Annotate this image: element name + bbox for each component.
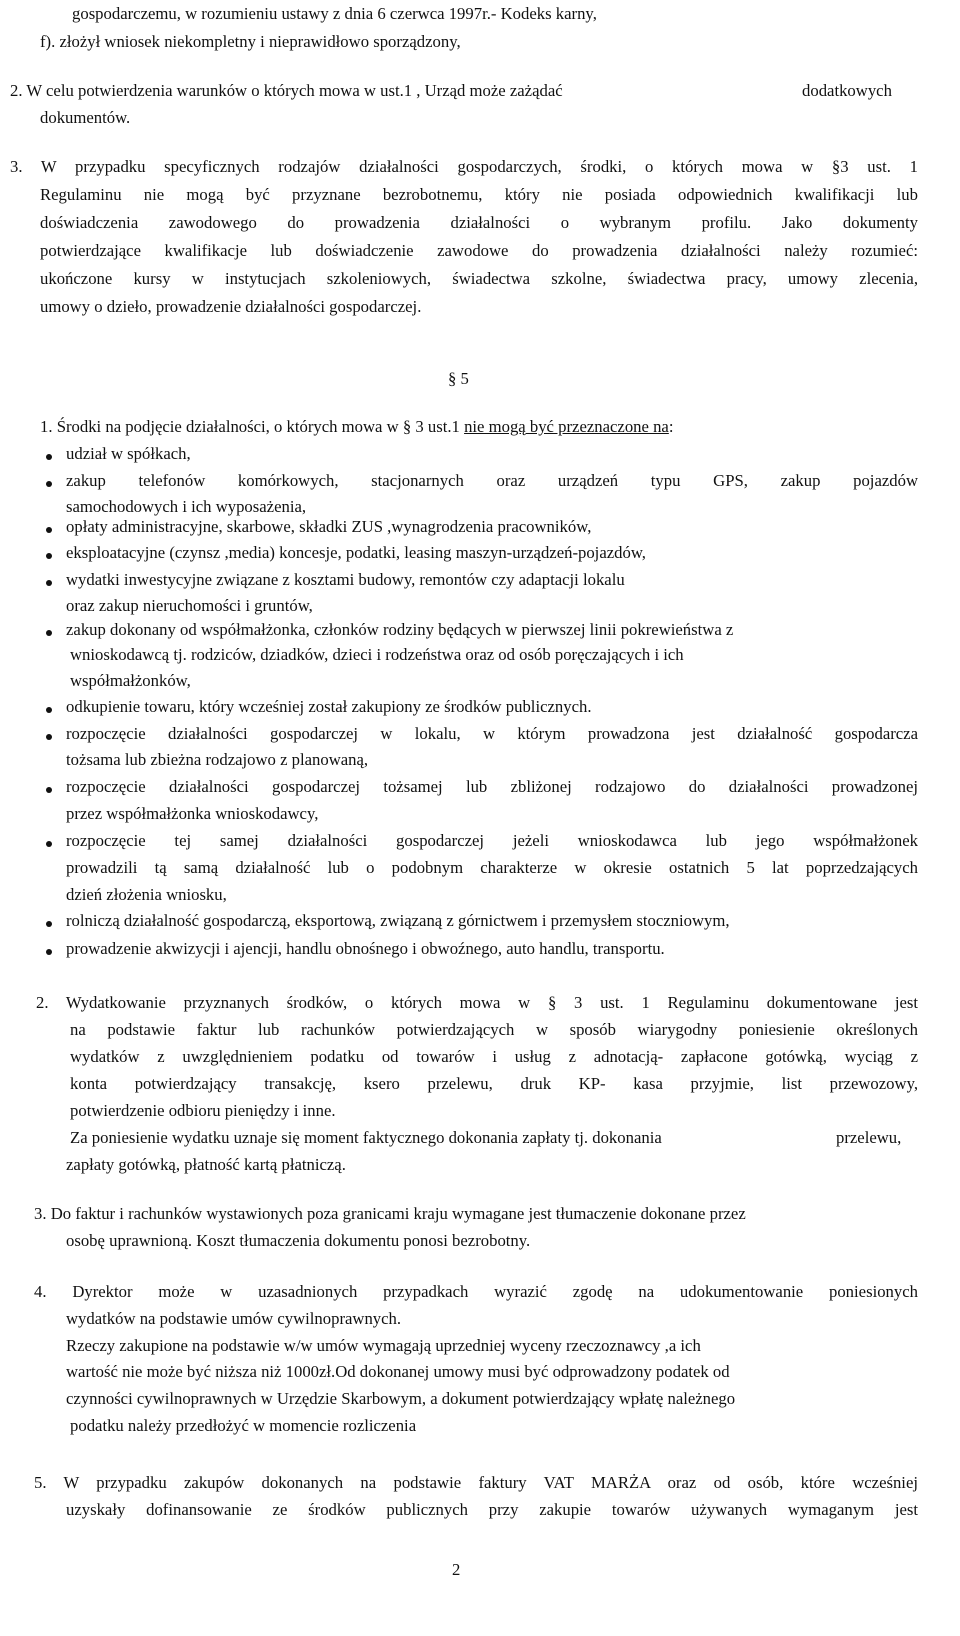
text-line: wartość nie może być niższa niż 1000zł.Od dokonanej umowy musi być odprowadzony podatek od (66, 1362, 730, 1381)
list-item-2: 2. W celu potwierdzenia warunków o których mowa w ust.1 , Urząd może zażądać (10, 81, 563, 100)
bullet-icon (46, 707, 52, 713)
list-item-f: f). złożył wniosek niekompletny i nieprawidłowo sporządzony, (40, 32, 461, 51)
bullet-icon (46, 454, 52, 460)
page-number: 2 (452, 1560, 461, 1579)
underlined-text: nie mogą być przeznaczone na (464, 417, 669, 436)
text-line: uzyskały dofinansowanie ze środków publicznych przy zakupie towarów używanych wymaganym jest (66, 1500, 918, 1519)
text-line: czynności cywilnoprawnych w Urzędzie Skarbowym, a dokument potwierdzający wpłatę należnego (66, 1389, 736, 1408)
text-line: wnioskodawcą tj. rodziców, dziadków, dzieci i rodzeństwa oraz od osób poręczających i ich (70, 645, 684, 664)
bullet-icon (46, 787, 52, 793)
text-line: prowadzili tą samą działalność lub o podobnym charakterze w okresie ostatnich 5 lat poprzedzających (66, 858, 918, 877)
text-line: wydatków z uwzględnieniem podatku od towarów i usług z adnotacją- zapłacone gotówką, wyciąg z (70, 1047, 918, 1066)
text-line: dodatkowych (802, 81, 892, 100)
text-line: potwierdzenie odbioru pieniędzy i inne. (70, 1101, 336, 1120)
list-item: rozpoczęcie działalności gospodarczej tożsamej lub zbliżonej rodzajowo do działalności prowadzonej (66, 777, 918, 796)
list-item: prowadzenie akwizycji i ajencji, handlu obnośnego i obwoźnego, auto handlu, transportu. (66, 939, 665, 958)
list-item: opłaty administracyjne, skarbowe, składki ZUS ,wynagrodzenia pracowników, (66, 517, 592, 536)
list-item: udział w spółkach, (66, 444, 191, 463)
bullet-icon (46, 527, 52, 533)
text-line: podatku należy przedłożyć w momencie rozliczenia (70, 1416, 417, 1435)
paragraph-4: 4. Dyrektor może w uzasadnionych przypadkach wyrazić zgodę na udokumentowanie poniesionych (34, 1282, 918, 1301)
list-item: zakup telefonów komórkowych, stacjonarnych oraz urządzeń typu GPS, zakup pojazdów (66, 471, 918, 490)
text-line: gospodarczemu, w rozumieniu ustawy z dnia 6 czerwca 1997r.- Kodeks karny, (72, 4, 597, 23)
text-line: doświadczenia zawodowego do prowadzenia działalności o wybranym profilu. Jako dokumenty (40, 213, 918, 232)
list-item: odkupienie towaru, który wcześniej został zakupiony ze środków publicznych. (66, 697, 592, 716)
list-item: rozpoczęcie działalności gospodarczej w lokalu, w którym prowadzona jest działalność gospodarcza (66, 724, 918, 743)
text-line: osobę uprawnioną. Koszt tłumaczenia dokumentu ponosi bezrobotny. (66, 1231, 531, 1250)
bullet-icon (46, 481, 52, 487)
text-line: wydatków na podstawie umów cywilnoprawnych. (66, 1309, 402, 1328)
text-line: Regulaminu nie mogą być przyznane bezrobotnemu, który nie posiada odpowiednich kwalifikacji lub (40, 185, 918, 204)
text-span: 1. Środki na podjęcie działalności, o których mowa w § 3 ust.1 (40, 417, 460, 436)
list-item: zakup dokonany od współmałżonka, członków rodziny będących w pierwszej linii pokrewieństwa z (66, 620, 734, 639)
text-line: samochodowych i ich wyposażenia, (66, 497, 307, 516)
text-line: dokumentów. (40, 108, 131, 127)
bullet-icon (46, 630, 52, 636)
text-line: przez współmałżonka wnioskodawcy, (66, 804, 319, 823)
text-line: przelewu, (836, 1128, 902, 1147)
text-line: współmałżonków, (70, 671, 191, 690)
list-item: rolniczą działalność gospodarczą, eksportową, związaną z górnictwem i przemysłem stoczniowym, (66, 911, 730, 930)
bullet-icon (46, 921, 52, 927)
text-line: potwierdzające kwalifikacje lub doświadczenie zawodowe do prowadzenia działalności należy rozumieć: (40, 241, 918, 260)
paragraph-5: 5. W przypadku zakupów dokonanych na podstawie faktury VAT MARŻA oraz od osób, które wcześniej (34, 1473, 918, 1492)
bullet-icon (46, 841, 52, 847)
bullet-icon (46, 949, 52, 955)
paragraph-1-intro (40, 419, 673, 436)
text-line: Rzeczy zakupione na podstawie w/w umów wymagają uprzedniej wyceny rzeczoznawcy ,a ich (66, 1336, 701, 1355)
text-line: ukończone kursy w instytucjach szkoleniowych, świadectwa szkolne, świadectwa pracy, umowy zlecenia, (40, 269, 918, 288)
list-item: eksploatacyjne (czynsz ,media) koncesje, podatki, leasing maszyn-urządzeń-pojazdów, (66, 543, 646, 562)
text-line: dzień złożenia wniosku, (66, 885, 227, 904)
text-line: umowy o dzieło, prowadzenie działalności gospodarczej. (40, 297, 422, 316)
text-span: : (668, 417, 674, 436)
bullet-icon (46, 580, 52, 586)
paragraph-2: 2. Wydatkowanie przyznanych środków, o których mowa w § 3 ust. 1 Regulaminu dokumentowane jest (36, 993, 918, 1012)
text-line: na podstawie faktur lub rachunków potwierdzających w sposób wiarygodny poniesienie określonych (70, 1020, 918, 1039)
text-line: zapłaty gotówką, płatność kartą płatniczą. (66, 1155, 346, 1174)
text-line: oraz zakup nieruchomości i gruntów, (66, 596, 313, 615)
list-item: wydatki inwestycyjne związane z kosztami budowy, remontów czy adaptacji lokalu (66, 570, 625, 589)
bullet-icon (46, 553, 52, 559)
section-title: § 5 (448, 369, 469, 388)
list-item-3: 3. W przypadku specyficznych rodzajów działalności gospodarczych, środki, o których mowa w §3 ust. 1 (10, 157, 918, 176)
text-line: konta potwierdzający transakcję, ksero przelewu, druk KP- kasa przyjmie, list przewozowy, (70, 1074, 918, 1093)
text-line: tożsama lub zbieżna rodzajowo z planowaną, (66, 750, 369, 769)
list-item: rozpoczęcie tej samej działalności gospodarczej jeżeli wnioskodawca lub jego współmałżonek (66, 831, 918, 850)
text-line: Za poniesienie wydatku uznaje się moment faktycznego dokonania zapłaty tj. dokonania (70, 1128, 662, 1147)
bullet-icon (46, 734, 52, 740)
paragraph-3: 3. Do faktur i rachunków wystawionych poza granicami kraju wymagane jest tłumaczenie dokonane przez (34, 1204, 746, 1223)
